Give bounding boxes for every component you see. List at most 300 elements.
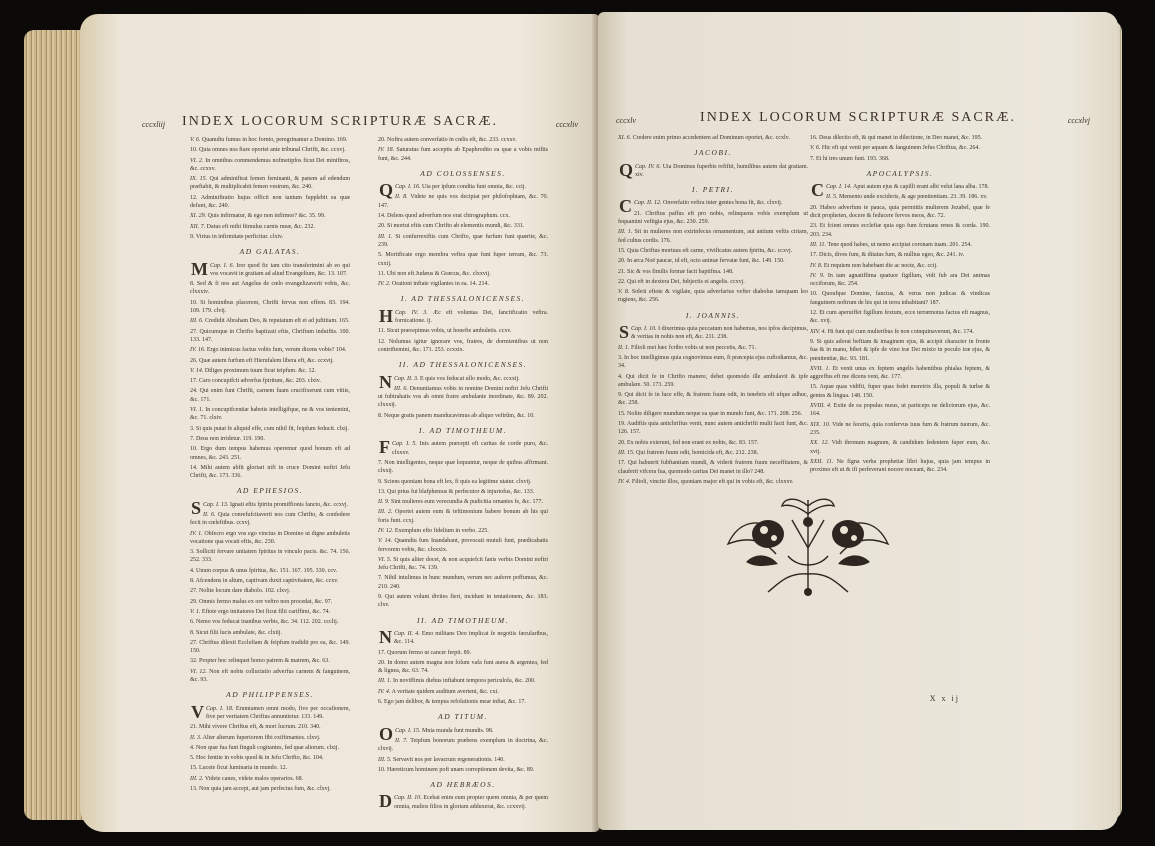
index-entry	[810, 144, 990, 152]
entry-text: 20. Si mortui eftis cum Chrifto ab elementis mundi, &c. 331.	[378, 223, 525, 230]
index-entry	[190, 764, 350, 772]
entry-text: Exemplum efto fidelium in verbo. 225.	[394, 527, 489, 534]
index-entry	[190, 530, 350, 547]
entry-text: 15. Nolite diligere mundum neque ea quæ in mundo funt, &c. 171. 208. 256.	[618, 410, 803, 417]
entry-text: 7. Et hi tres unum funt. 193. 368.	[810, 155, 890, 162]
index-entry	[190, 299, 350, 316]
section-heading: AD HEBRÆOS.	[430, 780, 496, 790]
entry-text: 9. Si quis adorat beftiam & imaginem ejus, & accipit character in fronte fua & in manu, bibet & ipfe de vino iræ Dei mixto in poculo iræ ejus, & pœnitentiæ, &c. 93. 181.	[810, 338, 990, 362]
entry-text: 20. Habeo adverfum te pauca, quia permittis mulierem Jezabel, quæ fe dicit propheten, docere & feducere fervos meos, &c. 72.	[810, 204, 990, 220]
entry-text: 10. Hæreticum hominem poft unam correptionem devita, &c. 89.	[378, 766, 535, 773]
entry-text: 17. Dicis, dives fum, & ditatus fum, & nullius egeo, &c. 241. iv.	[810, 252, 965, 259]
drop-initial: V	[191, 701, 204, 722]
entry-text: Filioli, vincite illos, quoniam major eft qui in vobis eft, &c. clxxxv.	[631, 478, 794, 485]
entry-reference: IV. 16.	[190, 347, 206, 354]
drop-initial: M	[191, 258, 208, 279]
drop-initial: O	[379, 723, 394, 744]
entry-reference: IV. 18.	[378, 147, 395, 154]
entry-text: 22. Qui eft in dextera Dei, fubjectis ei angelis. ccxvj.	[618, 278, 745, 285]
entry-reference: IV. 8.	[810, 262, 823, 269]
left-page-column-1	[190, 136, 350, 795]
drop-initial: N	[379, 626, 392, 647]
entry-reference: II. 3.	[190, 734, 202, 741]
entry-reference: V. 14.	[190, 367, 204, 374]
entry-text: Non eft nobis colluctatio adverfus carnem & fanguinem, &c. 93.	[190, 668, 351, 684]
index-entry	[378, 459, 548, 476]
entry-text: 12. Et cum aperuiffet figillum fextum, ecce terræmotus factus eft magnus, &c. xvij.	[810, 310, 990, 325]
page-title: INDEX LOCORUM SCRIPTURÆ SACRÆ.	[182, 114, 498, 129]
index-entry	[378, 212, 548, 220]
index-entry	[378, 688, 548, 696]
section-heading: AD COLOSSENSES.	[420, 168, 506, 178]
running-head-right	[598, 110, 1118, 130]
index-entry	[618, 373, 808, 390]
entry-reference: Cap. I. 6.	[210, 262, 235, 269]
index-entry	[378, 508, 548, 525]
index-entry	[190, 136, 350, 144]
index-entry	[810, 241, 990, 249]
index-entry	[618, 288, 808, 305]
section-heading: AD PHILIPPENSES.	[226, 690, 314, 700]
index-entry	[810, 193, 990, 201]
index-entry	[618, 228, 808, 245]
entry-reference: XI. 6.	[618, 135, 632, 141]
entry-reference: III. 6.	[190, 318, 204, 325]
index-entry	[190, 744, 350, 752]
entry-text: 7. Non intelligentes, neque quæ loquuntur, neque de quibus affirmant. clxxij.	[378, 459, 548, 475]
entry-reference: VI. 2.	[190, 157, 204, 164]
entry-reference: IV. 12.	[378, 527, 394, 534]
entry-reference: II. 5.	[826, 194, 838, 201]
entry-text: 21. Sic & vos fimilis formæ facit baptifma. 148.	[618, 268, 734, 275]
index-entry	[190, 608, 350, 616]
entry-reference: Cap. II. 12.	[634, 200, 662, 207]
entry-reference: IV. 1.	[190, 530, 203, 537]
entry-text: Vidi thronum magnum, & candidum fedentem fuper eum, &c. xvij.	[810, 440, 990, 455]
entry-reference: Cap. I. 14.	[826, 184, 852, 191]
entry-text: Ignati eftis fpiritu promiffionis fancto, &c. ccxvj.	[230, 501, 349, 508]
entry-text: 8. Neque gratis panem manducavimus ab aliquo veftrûm, &c. 10.	[378, 412, 535, 419]
entry-reference: V. 6.	[190, 137, 201, 143]
entry-reference: II. 8.	[395, 194, 408, 201]
entry-reference: Cap. I. 18.	[206, 705, 234, 712]
entry-text: 19. Audiftis quia antichriftus venit, nunc autem antichrifti multi facti funt, &c. 126. 157.	[618, 421, 808, 436]
index-entry	[378, 556, 548, 573]
entry-text: 15. Aquæ quas vidifti, fuper quas fedet meretrix illa, populi & turbæ & gentes & lingua. 148. 150.	[810, 384, 990, 399]
entry-reference: VI. 5.	[378, 556, 392, 563]
entry-text: 27. Chriftus dilexit Ecclefiam & feipfum tradidit pro ea, &c. 149. 150.	[190, 639, 350, 655]
entry-text: 20. In domo autem magna non folum vafa funt aurea & argentea, fed & lignea, &c. 63. 74.	[378, 659, 548, 675]
entry-reference: Cap. IV. 3.	[395, 309, 428, 316]
entry-reference: IV. 4.	[378, 688, 391, 695]
entry-text: 8. Sicut filii lucis ambulate, &c. clxiij.	[190, 629, 282, 636]
index-entry	[190, 577, 350, 585]
index-entry	[378, 698, 548, 706]
entry-reference: II. 9.	[378, 499, 390, 506]
entry-reference: Cap. II. 10.	[394, 795, 422, 802]
index-entry	[618, 210, 808, 227]
index-entry	[190, 445, 350, 462]
entry-text: Orationi inftate vigilantes in ea. 14. 214.	[391, 281, 490, 288]
entry-text: Qui fratrem fuum odit, homicida eft, &c. 212. 238.	[636, 449, 759, 456]
index-entry	[810, 272, 990, 289]
entry-reference: XI. 29.	[190, 213, 207, 220]
index-entry	[190, 775, 350, 783]
entry-text: Quamdiu fumus in hoc fornio, peregrinamur a Domino. 169.	[201, 137, 348, 143]
index-entry	[378, 593, 548, 610]
left-page-column-2	[378, 136, 548, 813]
page-number-right: cccxliv	[555, 120, 578, 129]
entry-text: 14. Mihi autem abfit gloriari nifi in cruce Domini noftri Jefu Chrifti, &c. 173. 336.	[190, 464, 350, 480]
entry-text: E quis vos feducat ullo modo, &c. ccxxij.	[420, 375, 520, 382]
entry-text: 3. In hoc intelligimus quia cognovimus eum, fi præcepta ejus cuftodiamus, &c. 34.	[618, 354, 808, 370]
entry-text: 17. Qui habuerit fubftantiam mundi, & viderit fratrem fuum neceffitatem, & clauferit vifcera fua, quomodo caritas Dei manet in illo? 248.	[618, 460, 808, 475]
entry-text: Sint mulieres eum verecundia & pudicitia ornantes fe, &c. 177.	[391, 499, 543, 506]
index-entry	[618, 159, 808, 180]
section-heading: AD TITUM.	[438, 712, 488, 722]
entry-reference: IV. 4.	[618, 478, 631, 485]
entry-text: Filioli mei hæc fcribo vobis ut non peccetis, &c. 71.	[631, 344, 756, 351]
entry-text: Qui adminiftrat femen feminanti, & panem ad edendum præftabit, & multiplicabit femen vestrum, &c. 240.	[190, 176, 350, 191]
drop-initial: Q	[619, 159, 634, 180]
index-entry	[190, 367, 350, 375]
entry-text: 5. Mortificate ergo membra veftra quæ funt fuper terram, &c. 73. cxxij.	[378, 252, 548, 267]
entry-text: 9. Qui autem volunt divites fieri, incidunt in tentationem, &c. 183. clxv.	[378, 594, 548, 609]
index-entry	[190, 657, 350, 665]
left-page	[80, 14, 600, 832]
index-entry	[190, 618, 350, 626]
drop-initial: H	[379, 305, 394, 326]
running-head-left	[80, 114, 600, 134]
index-entry	[190, 406, 350, 423]
index-entry	[378, 737, 548, 754]
index-entry	[810, 204, 990, 221]
right-page-column-1	[618, 134, 808, 488]
drop-initial: N	[379, 371, 392, 392]
section-heading: I. PETRI.	[691, 185, 735, 195]
entry-reference: Cap. I. 13.	[203, 501, 229, 508]
entry-text: 21. Mihi vivere Chriftus eft, & mori lucrum. 210. 340.	[190, 724, 321, 731]
entry-text: 26. Quæ autem furfum eft Hierufalem libera eft, &c. ccxvij.	[190, 357, 334, 364]
entry-text: Videte canes, videte malos operarios. 68.	[204, 775, 304, 782]
entry-text: 10. Quia omnes nos ftare oportet ante tribunal Chrifti, &c. ccxvj.	[190, 147, 346, 154]
entry-reference: Cap. IV. 6.	[635, 163, 661, 170]
index-entry	[810, 155, 990, 163]
entry-text: 29. Omnis fermo malus ex ore veftro non procedat, &c. 97.	[190, 598, 333, 605]
index-entry	[190, 280, 350, 297]
entry-text: Æc eft voluntas Dei, fanctificatio veftra. fornicatione. ij.	[395, 309, 549, 325]
entry-text: Si quis aliter docet, & non acquiefcit fanis verbis Domini noftri Jefu Chrifti, &c. 74. 139.	[378, 556, 548, 572]
entry-text: Aput autem ejus & capilli erant albi velut lana alba. 178.	[853, 184, 989, 191]
entry-text: 17. Quorum fermo ut cancer ferpit. 89.	[378, 649, 472, 656]
index-entry	[618, 391, 808, 408]
entry-text: 16. Deus dilectio eft, & qui manet in dilectione, in Deo manet, &c. 195.	[810, 135, 983, 141]
entry-text: Saturatus fum acceptis ab Epaphrodito ea quæ a vobis miftis funt, &c. 244.	[378, 147, 549, 162]
entry-reference: IV. 9.	[810, 272, 825, 279]
index-entry	[378, 766, 548, 774]
index-entry	[378, 233, 548, 250]
entry-reference: XIV. 4.	[810, 328, 827, 335]
entry-reference: Cap. I. 10.	[631, 326, 657, 333]
index-entry	[190, 377, 350, 385]
index-entry	[378, 251, 548, 268]
entry-text: 5. Hoc fentite in vobis quod & in Jefu Chrifto, &c. 104.	[190, 755, 324, 762]
entry-reference: III. 2.	[378, 509, 393, 516]
entry-reference: VI. 12.	[190, 668, 207, 675]
entry-text: Quis infirmatur, & ego non infirmor? &c. 35. 99.	[207, 213, 326, 220]
entry-text: 7. Deus non irridetur. 119. 190.	[190, 435, 265, 442]
entry-reference: XIX. 10.	[810, 421, 831, 428]
index-entry	[190, 317, 350, 325]
entry-reference: III. 1.	[618, 229, 633, 236]
index-entry	[618, 449, 808, 457]
index-entry	[378, 659, 548, 676]
index-entry	[190, 639, 350, 656]
index-entry	[810, 262, 990, 270]
entry-reference: Cap. I. 15.	[395, 727, 421, 734]
entry-text: Eftote ergo imitatores Dei ficut filii cariffimi, &c. 74.	[201, 608, 331, 615]
index-entry	[618, 268, 808, 276]
entry-text: 4. Qui dicit fe in Chrifto manere, debet quomodo ille ambulavit & ipfe ambulare. 50. 173. 259.	[618, 373, 808, 388]
index-entry	[378, 280, 548, 288]
index-entry	[190, 464, 350, 481]
entry-text: Oportet autem eum & teftimonium habere bonum ab his qui foris funt. ccxj.	[378, 509, 549, 524]
entry-text: 27. Nolite locum dare diabolo. 102. clxvj.	[190, 588, 291, 595]
entry-reference: Cap. I. 5.	[392, 441, 417, 448]
index-entry	[378, 270, 548, 278]
entry-reference: III. 2.	[190, 775, 204, 782]
index-entry	[190, 567, 350, 575]
index-entry	[618, 196, 808, 217]
index-entry	[190, 785, 350, 793]
index-entry	[190, 511, 350, 528]
entry-text: Diliges proximum tuum ficut teipfum. &c. 12.	[204, 367, 317, 374]
index-entry	[378, 791, 548, 812]
entry-text: 10. Si hominibus placerem, Chrifti fervus non effem. 83. 194. 109. 179. clvij.	[190, 299, 350, 315]
entry-text: Erumtamen omni modo, five per occafionem, five per veritatem Chriftus annuntietur. 133. 149.	[206, 705, 351, 720]
index-entry	[378, 649, 548, 657]
index-entry	[810, 290, 990, 307]
index-entry	[618, 278, 808, 286]
index-entry	[190, 435, 350, 443]
page-number: cccxlv	[616, 116, 636, 125]
entry-text: 11. Ubi non eft Judæus & Græcus, &c. clxxvij.	[378, 270, 491, 277]
drop-initial: C	[619, 196, 632, 217]
index-entry	[190, 587, 350, 595]
section-heading: JACOBI.	[694, 148, 732, 158]
entry-text: 4. Unum corpus & unus fpiritus, &c. 151. 167. 195. 330. ccv.	[190, 567, 338, 574]
entry-text: 11. Sicut præcepimus vobis, ut honefte ambuletis. ccxv.	[378, 328, 512, 335]
index-entry	[190, 223, 350, 231]
entry-text: I dixerimus quia peccatum non habemus, nos ipfos decipimus, & veritas in nobis non eft, &c. 211. 238.	[631, 326, 808, 341]
entry-reference: V. 14.	[378, 538, 393, 545]
index-entry	[190, 425, 350, 433]
index-entry	[810, 309, 990, 326]
index-entry	[618, 459, 808, 476]
entry-reference: Cap. II. 3.	[394, 375, 419, 382]
index-entry	[810, 439, 990, 456]
entry-text: Alter alterum fuperiorem fibi exiftimantes. clxvj.	[202, 734, 321, 741]
entry-reference: III. 1.	[378, 678, 392, 685]
entry-reference: III. 1.	[378, 233, 393, 240]
index-entry	[190, 598, 350, 606]
entry-text: 14. Delens quod adverfum nos erat chirographum. ccx.	[378, 213, 510, 220]
index-entry	[618, 478, 808, 486]
entry-text: 3. Si quis putat fe aliquid effe, cum nihil fit, feipfum feducit. clxij.	[190, 425, 350, 432]
entry-reference: III. 6.	[394, 385, 408, 392]
index-entry	[190, 233, 350, 241]
right-page-column-2	[810, 134, 990, 476]
index-entry	[190, 175, 350, 192]
entry-text: Hi funt qui cum mulieribus fe non coinquinaverunt, &c. 174.	[827, 328, 974, 335]
index-entry	[378, 756, 548, 764]
entry-reference: XX. 12.	[810, 440, 829, 447]
drop-initial: S	[191, 497, 202, 518]
entry-reference: V. 6.	[810, 145, 821, 152]
index-entry	[618, 257, 808, 265]
entry-text: Emo militans Deo implicat fe negotiis fæcularibus, &c. 114.	[394, 630, 549, 646]
entry-text: 27. Quicumque in Chrifto baptizati eftis, Chriftum induiftis. 100. 133. 147.	[190, 328, 350, 343]
entry-text: In tam agnatiffima quatuor figillum, vidi fub ara Dei animas occiforum, &c. 254.	[810, 272, 991, 288]
entry-text: Et venit unus ex feptem angelis habentibus phialas feptem, & aggreffus eft me dicens veni, &c. 177.	[810, 365, 990, 381]
index-entry	[618, 247, 808, 255]
entry-text: Denuntiamus vobis in nomine Domini noftri Jefu Chrifti ut fubtrahatis vos ab omni fratre ambulante inordinate, &c. 89. 202. clxxxij.	[378, 385, 549, 409]
entry-text: Sit in mulieres non extrinfecus ornamentum, aut antium veftis ciriam, fed cultus cordis. 176.	[618, 229, 808, 244]
index-entry	[810, 251, 990, 259]
entry-text: Servavit nos per lavacrum regenerationis. 140.	[393, 756, 505, 763]
entry-text: Credidit Abraham Deo, & reputatum eft ei ad juftitiam. 165.	[205, 318, 350, 325]
entry-reference: V. 8.	[618, 289, 630, 296]
index-entry	[378, 478, 548, 486]
entry-reference: III. 5.	[378, 756, 392, 763]
entry-text: In noviffimis diebus inftabunt tempora periculofa, &c. 200.	[393, 678, 536, 685]
index-entry	[378, 305, 549, 326]
page-number: cccxliij	[142, 120, 166, 129]
section-heading: I. AD TIMOTHEUM.	[418, 426, 508, 436]
entry-text: Memento unde excideris, & age pœnitentiam. 23. 39. 186. xv.	[839, 194, 988, 201]
index-entry	[378, 626, 549, 647]
entry-text: Quamdiu fum Inandabant, provocati mutuli funt, prædicabatis fervorem vobis, &c. clxxxix.	[378, 538, 548, 553]
entry-text: 3. Solliciti fervare unitatem fpiritus in vinculo pacis. &c. 74. 156. 252. 333.	[190, 549, 350, 564]
index-entry	[190, 629, 350, 637]
entry-text: Quia conrefufcitaverit nos cum Chrifto, & confedere fecit in cœleftibus. ccxvj.	[190, 511, 351, 527]
entry-text: 6. Ego jam delibor, & tempus refolutionis meæ inftat, &c. 17.	[378, 699, 526, 706]
entry-text: Iror quod fic tam cito transferimini ab eo qui vos vocavit in gratiam ad aliud Evangelium, &c. 13. 107.	[210, 262, 351, 277]
section-heading: I. AD THESSALONICENSES.	[400, 294, 526, 304]
entry-text: 20. Noftra autem converfatio in cœlis eft, &c. 233. ccxxv.	[378, 137, 517, 143]
printers-ornament	[718, 492, 898, 597]
entry-text: Datus eft mihi ftimulus carnis meæ, &c. 232.	[206, 223, 315, 230]
section-heading: I. JOANNIS.	[685, 310, 741, 320]
section-heading: AD EPHESIOS.	[236, 486, 304, 496]
entry-text: 15. Quia Chriftus mortuus eft carne, vivificatus autem fpiritu, &c. ccxvj.	[618, 247, 793, 254]
index-entry	[190, 346, 350, 354]
index-entry	[810, 222, 990, 239]
entry-text: 12. Nolumus igitur ignorare vos, fratres, de dormientibus ut non contriftemini, &c. 171. 253. ccxxix.	[378, 338, 548, 353]
index-entry	[378, 146, 548, 163]
signature-mark: X x ij	[929, 694, 960, 703]
index-entry	[378, 412, 548, 420]
page-number-right: cccxlvj	[1067, 116, 1090, 125]
entry-text: Ergo inimicus factus vobis fum, verum dicens vobis? 104.	[206, 347, 347, 354]
entry-text: In concupifcentiæ habetis intelligifque, ne & vos tentemini, &c. 71. clxiv.	[190, 407, 350, 422]
entry-text: 32. Propter hoc relinquet homo patrem & matrem, &c. 63.	[190, 658, 330, 665]
entry-reference: XVII. 1.	[810, 365, 830, 372]
index-entry	[378, 677, 548, 685]
entry-text: 9. Virtus in infirmitate perficitur. clxiv.	[190, 233, 284, 240]
index-entry	[378, 338, 548, 355]
index-entry	[618, 322, 808, 343]
entry-reference: Cap. I. 16.	[395, 184, 421, 191]
drop-initial: C	[811, 180, 824, 201]
entry-text: Uia Dominus fuperbis refiftit, humilibus autem dat gratiam. xiv.	[635, 163, 808, 178]
index-entry	[810, 134, 990, 142]
drop-initial: Q	[379, 180, 394, 201]
index-entry	[810, 365, 990, 382]
drop-initial: F	[379, 437, 390, 458]
entry-text: Tene quod habes, ut nemo accipiat coronam tuam. 201. 254.	[827, 241, 972, 248]
index-entry	[378, 537, 548, 554]
entry-text: In omnibus commendemus nofmetipfos ficut Dei miniftros, &c. ccxxv.	[190, 157, 350, 172]
entry-text: 20. In arca Noë paucæ, id eft, octo animæ fervatæ funt, &c. 149. 150.	[618, 258, 785, 265]
index-entry	[190, 212, 350, 220]
entry-text: 4. Non quæ fua funt finguli cogitantes, fed quæ aliorum. clxij.	[190, 744, 339, 751]
right-page	[598, 12, 1118, 830]
index-entry	[618, 439, 808, 447]
index-entry	[190, 146, 350, 154]
page-title: INDEX LOCORUM SCRIPTURÆ SACRÆ.	[700, 110, 1016, 125]
index-entry	[190, 357, 350, 365]
entry-text: 21. Chriftus paffus eft pro nobis, relinquens vobis exemplum ut fequamini veftigia ejus, &c. 230. 259.	[618, 210, 808, 226]
index-entry	[810, 421, 990, 438]
section-heading: AD GALATAS.	[239, 247, 301, 257]
entry-reference: II. 7.	[395, 737, 408, 744]
index-entry	[190, 157, 350, 174]
entry-reference: III. 11.	[810, 241, 827, 248]
entry-text: 13. Non quia jam accepi, aut jam perfectus fum, &c. clxvj.	[190, 786, 331, 792]
index-entry	[378, 437, 549, 458]
index-entry	[618, 410, 808, 418]
entry-text: 10. Quoufque Domine, fanctus, & verus non judicas & vindicas fanguinem noftrum de his qui in terra inhabitant? 187.	[810, 291, 990, 306]
index-entry	[810, 383, 990, 400]
entry-reference: III. 15.	[618, 449, 635, 456]
index-entry	[190, 194, 350, 211]
drop-initial: S	[619, 322, 630, 343]
entry-reference: II. 6.	[203, 511, 216, 518]
entry-text: 10. Ergo dum tempus habemus operemur quod bonum eft ad omnes, &c. 243. 251.	[190, 446, 350, 461]
index-entry	[378, 222, 548, 230]
index-entry	[190, 723, 350, 731]
entry-reference: XVIII. 4.	[810, 403, 832, 410]
entry-text: Ne figna verba prophetiæ libri hujus, quia jam tempus in proximo eft ut & ifi perfeverant nocere noceant, &c. 234.	[810, 458, 990, 474]
index-entry	[378, 385, 548, 410]
entry-text: Uia per ipfum condita funt omnia, &c. ccij.	[422, 184, 526, 191]
entry-text: 24. Qui enim funt Chrifti, carnem fuam crucifixerunt cum vitiis, &c. 171.	[190, 388, 350, 403]
index-entry	[378, 574, 548, 591]
entry-text: Videte ne quis vos decipiat per philofophiam, &c. 70. 147.	[378, 194, 548, 209]
entry-text: 13. Qui prius fui blafphemus & perfecutor & injuriofus, &c. 133.	[378, 488, 535, 495]
entry-reference: VI. 1.	[190, 407, 204, 414]
index-entry	[378, 498, 548, 506]
entry-text: Obfecro ergo vos ego vinctus in Domino ut digne ambuletis vocatione qua vocati eftis, &c. 230.	[190, 530, 350, 545]
index-entry	[810, 338, 990, 363]
index-entry	[190, 668, 350, 685]
entry-text: Credere enim primo accedentem ad Dominum oportet, &c. ccxlv.	[632, 135, 790, 141]
entry-text: Ecebat enim eum propter quem omnia, & per quem omnia, multos filios in gloriam adduxerat, &c. ccxxvij.	[394, 795, 548, 810]
drop-initial: D	[379, 791, 392, 812]
index-entry	[618, 344, 808, 352]
index-entry	[618, 420, 808, 437]
